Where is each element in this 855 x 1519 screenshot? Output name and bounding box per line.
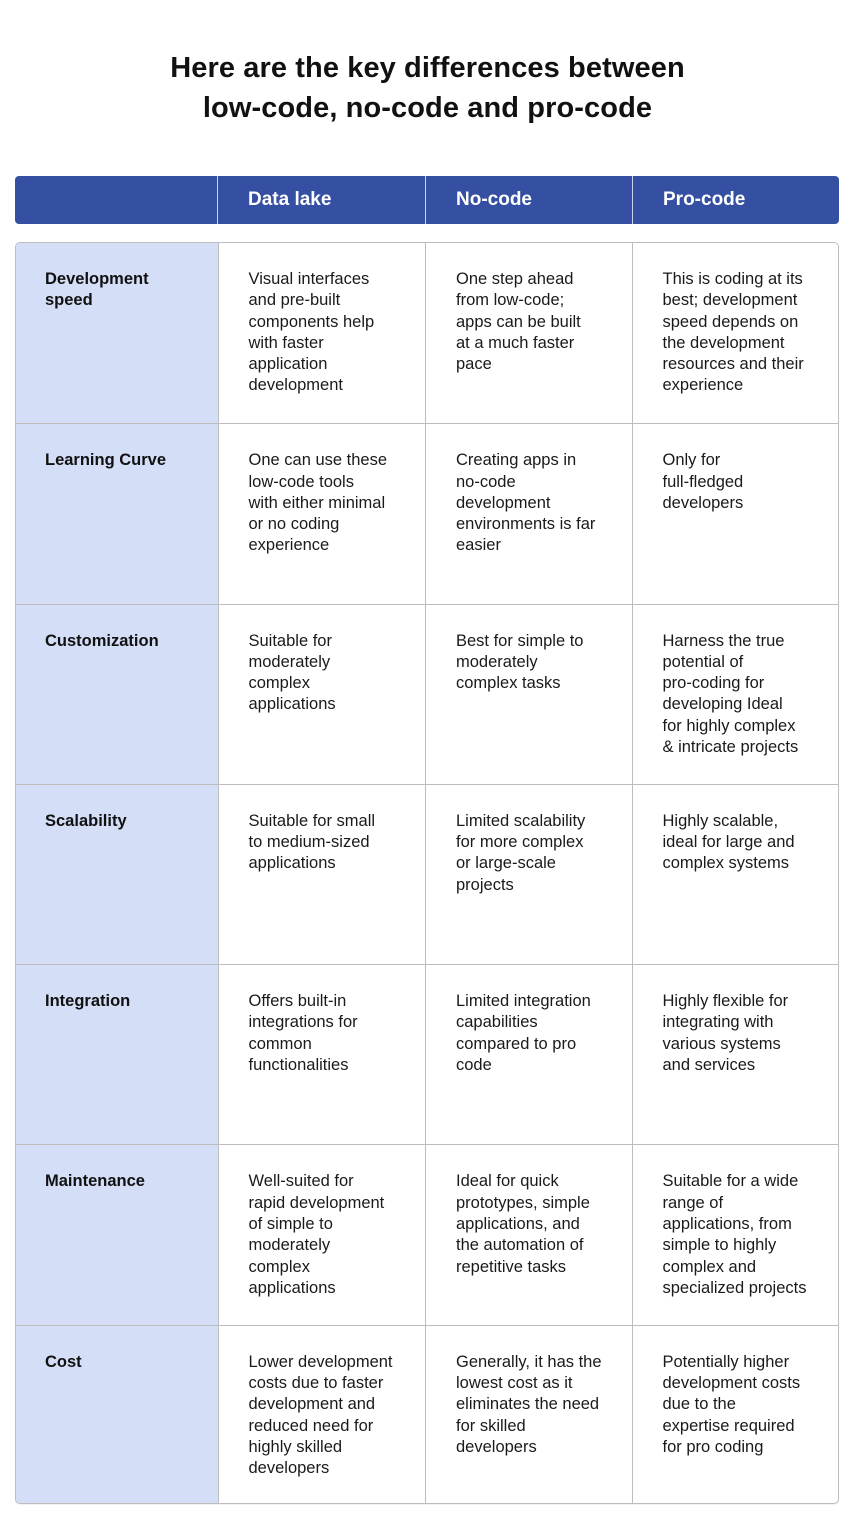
- cell-text-line: Generally, it has the: [456, 1352, 602, 1371]
- cell-no-code: [425, 605, 632, 784]
- cell-no-code: [425, 424, 632, 603]
- cell-text-line: potential of: [662, 652, 744, 671]
- table-row-scalability: [16, 784, 838, 964]
- cell-text-line: Only for: [662, 451, 721, 470]
- cell-text-line: Suitable for small: [248, 811, 376, 830]
- row-label: [16, 1145, 218, 1324]
- cell-text-line: the automation of: [456, 1236, 584, 1255]
- cell-text-line: no-code: [456, 472, 516, 491]
- cell-no-code: [425, 1145, 632, 1324]
- row-label-line: Scalability: [45, 811, 127, 830]
- cell-text-line: complex: [248, 674, 310, 693]
- cell-text-line: applications, from: [662, 1215, 792, 1234]
- cell-text-line: One can use these: [248, 451, 388, 470]
- row-label-line: Customization: [45, 631, 159, 650]
- row-label-line: Development: [45, 270, 149, 288]
- cell-text-line: from low-code;: [456, 291, 565, 310]
- comparison-table: [15, 242, 839, 1504]
- header-pro-code: Pro-code: [632, 176, 839, 224]
- row-label: [16, 424, 218, 603]
- cell-text-line: development: [456, 493, 551, 512]
- cell-text-line: pace: [456, 355, 492, 374]
- cell-text-line: applications: [248, 695, 336, 714]
- cell-text-line: moderately: [248, 652, 331, 671]
- cell-text-line: to medium-sized: [248, 833, 370, 852]
- cell-text-line: costs due to faster: [248, 1374, 384, 1393]
- cell-text-line: One step ahead: [456, 270, 574, 288]
- cell-text-line: pro-coding for: [662, 674, 765, 693]
- cell-text-line: application: [248, 355, 328, 374]
- header-empty-cell: [15, 176, 217, 224]
- cell-data-lake: [218, 243, 426, 423]
- row-label: [16, 1326, 218, 1504]
- cell-text-line: Limited integration: [456, 992, 591, 1011]
- cell-text-line: lowest cost as it: [456, 1374, 573, 1393]
- cell-text-line: moderately: [456, 652, 538, 671]
- cell-text-line: complex tasks: [456, 674, 561, 693]
- cell-text-line: Suitable for: [248, 631, 332, 650]
- page-title-line-2: low-code, no-code and pro-code: [202, 92, 653, 124]
- cell-text-line: resources and their: [662, 355, 804, 374]
- cell-text-line: eliminates the need: [456, 1395, 600, 1414]
- cell-text-line: for highly complex: [662, 716, 796, 735]
- cell-text-line: developers: [662, 493, 744, 512]
- cell-text-line: developers: [456, 1437, 537, 1456]
- cell-data-lake: [218, 1145, 426, 1324]
- cell-pro-code: [632, 785, 839, 964]
- cell-text-line: apps can be built: [456, 312, 581, 331]
- table-row-integration: [16, 964, 838, 1144]
- header-data-lake: Data lake: [217, 176, 425, 224]
- cell-no-code: [425, 243, 632, 423]
- cell-text-line: capabilities: [456, 1013, 538, 1032]
- cell-text-line: full-fledged: [662, 472, 744, 491]
- row-label-line: Integration: [45, 992, 131, 1011]
- cell-text-line: Highly flexible for: [662, 992, 789, 1011]
- cell-no-code: [425, 785, 632, 964]
- cell-text-line: or large-scale: [456, 854, 556, 873]
- cell-text-line: components help: [248, 312, 375, 331]
- cell-text-line: at a much faster: [456, 333, 575, 352]
- cell-text-line: Ideal for quick: [456, 1172, 559, 1191]
- table-row-development-speed: [16, 243, 838, 423]
- cell-text-line: & intricate projects: [662, 738, 799, 757]
- cell-data-lake: [218, 785, 426, 964]
- cell-text-line: Limited scalability: [456, 811, 586, 830]
- cell-text-line: Suitable for a wide: [662, 1172, 799, 1191]
- table-row-learning-curve: [16, 423, 838, 603]
- cell-text-line: experience: [248, 536, 330, 555]
- cell-text-line: experience: [662, 376, 744, 395]
- cell-text-line: due to the: [662, 1395, 736, 1414]
- table-row-cost: [16, 1325, 838, 1504]
- cell-text-line: speed depends on: [662, 312, 799, 331]
- cell-no-code: [425, 965, 632, 1144]
- row-label: [16, 605, 218, 784]
- cell-text-line: Offers built-in: [248, 992, 347, 1011]
- cell-text-line: integrating with: [662, 1013, 774, 1032]
- cell-text-line: development costs: [662, 1374, 801, 1393]
- row-label: [16, 243, 218, 423]
- row-label-line: speed: [45, 291, 93, 310]
- cell-pro-code: [632, 1145, 839, 1324]
- cell-text-line: best; development: [662, 291, 798, 310]
- cell-text-line: easier: [456, 536, 501, 555]
- cell-text-line: Highly scalable,: [662, 811, 779, 830]
- cell-text-line: for skilled: [456, 1416, 526, 1435]
- cell-text-line: developers: [248, 1459, 330, 1478]
- cell-text-line: applications, and: [456, 1215, 580, 1234]
- row-label-line: Learning Curve: [45, 451, 167, 470]
- cell-text-line: complex and: [662, 1257, 757, 1276]
- cell-text-line: developing Ideal: [662, 695, 783, 714]
- cell-no-code: [425, 1326, 632, 1504]
- cell-text-line: ideal for large and: [662, 833, 795, 852]
- cell-text-line: projects: [456, 875, 514, 894]
- cell-text-line: environments is far: [456, 515, 596, 534]
- row-label-line: Cost: [45, 1352, 82, 1371]
- cell-text-line: of simple to: [248, 1215, 333, 1234]
- row-label: [16, 785, 218, 964]
- cell-text-line: reduced need for: [248, 1416, 374, 1435]
- cell-text-line: and pre-built: [248, 291, 341, 310]
- cell-text-line: applications: [248, 854, 336, 873]
- cell-pro-code: [632, 243, 839, 423]
- cell-text-line: complex systems: [662, 854, 790, 873]
- cell-data-lake: [218, 965, 426, 1144]
- cell-text-line: low-code tools: [248, 472, 354, 491]
- cell-text-line: Best for simple to: [456, 631, 584, 650]
- cell-text-line: the development: [662, 333, 785, 352]
- cell-text-line: development: [248, 376, 343, 395]
- cell-text-line: applications: [248, 1278, 336, 1297]
- row-label-line: Maintenance: [45, 1172, 145, 1191]
- row-label: [16, 965, 218, 1144]
- cell-data-lake: [218, 1326, 426, 1504]
- table-row-maintenance: [16, 1144, 838, 1324]
- page-title-line-1: Here are the key differences between: [170, 52, 685, 84]
- cell-text-line: Well-suited for: [248, 1172, 354, 1191]
- cell-text-line: Visual interfaces: [248, 270, 370, 288]
- cell-pro-code: [632, 605, 839, 784]
- cell-text-line: This is coding at its: [662, 270, 803, 288]
- cell-text-line: expertise required: [662, 1416, 795, 1435]
- cell-text-line: prototypes, simple: [456, 1193, 590, 1212]
- cell-pro-code: [632, 1326, 839, 1504]
- cell-text-line: functionalities: [248, 1056, 349, 1075]
- cell-text-line: or no coding: [248, 515, 340, 534]
- table-row-customization: [16, 604, 838, 784]
- cell-text-line: common: [248, 1034, 312, 1053]
- cell-text-line: repetitive tasks: [456, 1257, 567, 1276]
- cell-text-line: Creating apps in: [456, 451, 577, 470]
- cell-text-line: Lower development: [248, 1352, 393, 1371]
- cell-text-line: with faster: [248, 333, 324, 352]
- cell-text-line: with either minimal: [248, 493, 386, 512]
- cell-text-line: Potentially higher: [662, 1352, 790, 1371]
- cell-text-line: simple to highly: [662, 1236, 777, 1255]
- cell-text-line: code: [456, 1056, 492, 1075]
- cell-text-line: specialized projects: [662, 1278, 807, 1297]
- cell-text-line: rapid development: [248, 1193, 385, 1212]
- cell-data-lake: [218, 605, 426, 784]
- header-no-code: No-code: [425, 176, 632, 224]
- cell-pro-code: [632, 965, 839, 1144]
- cell-text-line: highly skilled: [248, 1437, 343, 1456]
- cell-text-line: complex: [248, 1257, 310, 1276]
- table-header: [15, 176, 839, 224]
- cell-text-line: Harness the true: [662, 631, 785, 650]
- cell-text-line: moderately: [248, 1236, 331, 1255]
- page-title: [0, 48, 855, 128]
- cell-text-line: for pro coding: [662, 1437, 764, 1456]
- cell-text-line: development and: [248, 1395, 376, 1414]
- cell-text-line: various systems: [662, 1034, 781, 1053]
- cell-text-line: integrations for: [248, 1013, 358, 1032]
- cell-text-line: for more complex: [456, 833, 584, 852]
- cell-text-line: and services: [662, 1056, 756, 1075]
- cell-data-lake: [218, 424, 426, 603]
- cell-text-line: compared to pro: [456, 1034, 577, 1053]
- cell-pro-code: [632, 424, 839, 603]
- cell-text-line: range of: [662, 1193, 724, 1212]
